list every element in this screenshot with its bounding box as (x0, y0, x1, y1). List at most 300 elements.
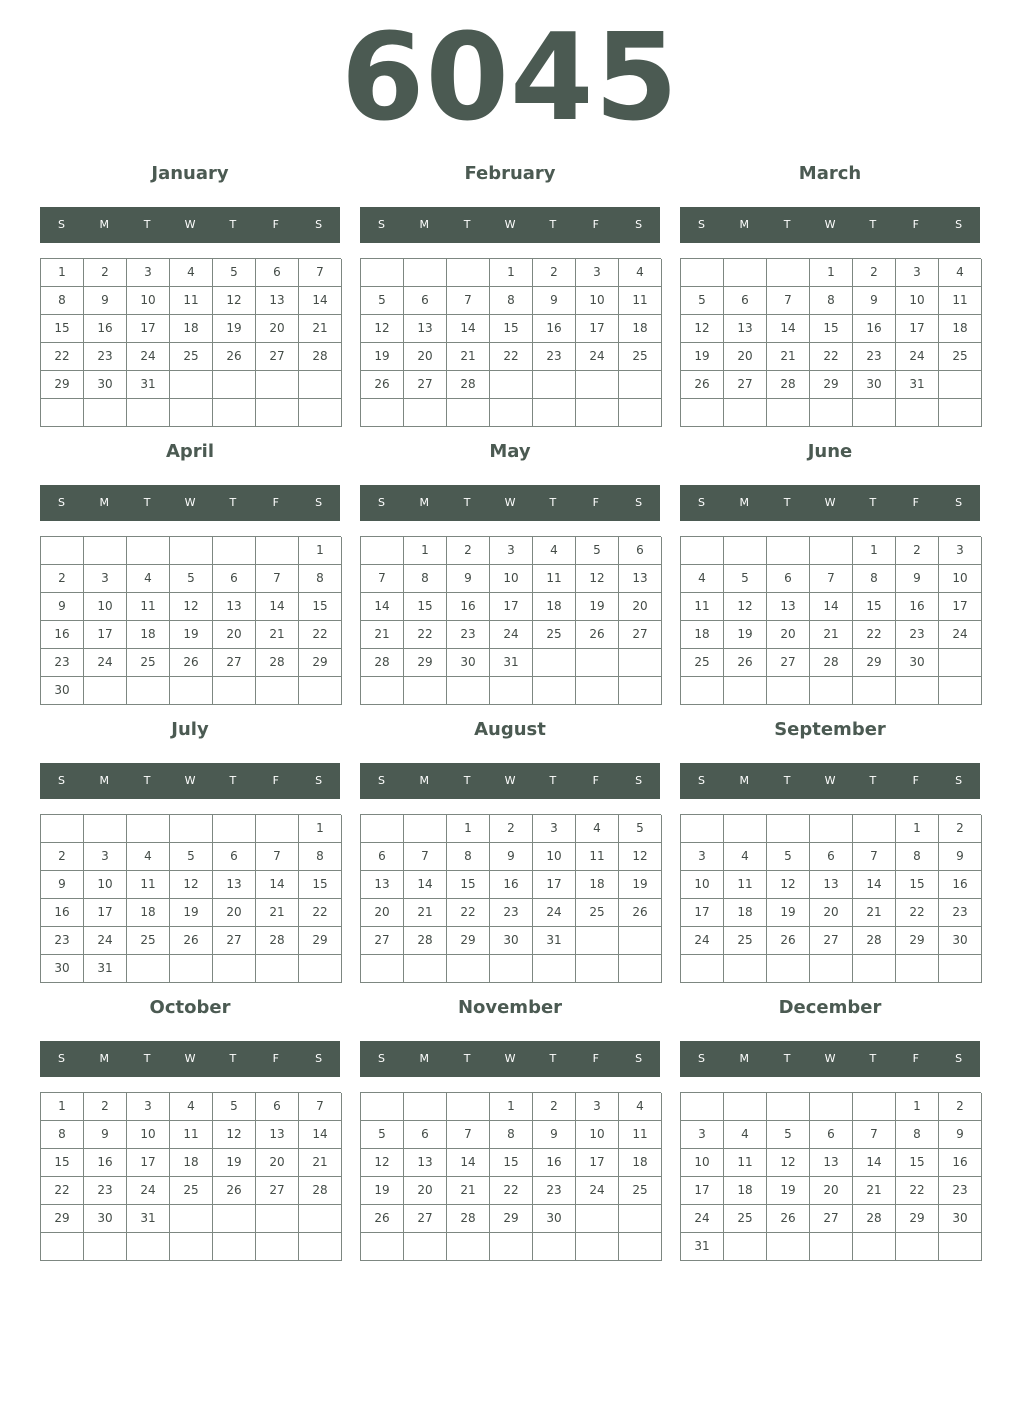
day-cell: 14 (810, 593, 853, 621)
empty-cell (724, 537, 767, 565)
day-cell: 18 (127, 899, 170, 927)
day-cell: 6 (724, 287, 767, 315)
empty-cell (213, 1205, 256, 1233)
day-cell: 13 (404, 1149, 447, 1177)
weekday-label: F (912, 774, 919, 787)
empty-cell (681, 1093, 724, 1121)
month-name: September (774, 719, 886, 740)
empty-cell (256, 955, 299, 983)
day-cell: 7 (256, 565, 299, 593)
day-cell: 29 (299, 927, 342, 955)
day-cell: 26 (767, 1205, 810, 1233)
day-cell: 6 (256, 259, 299, 287)
weekday-label: W (504, 496, 516, 509)
day-cell: 28 (853, 1205, 896, 1233)
empty-cell (84, 399, 127, 427)
day-cell: 4 (619, 259, 662, 287)
day-cell: 19 (170, 621, 213, 649)
weekday-label: M (419, 774, 430, 787)
day-cell: 6 (619, 537, 662, 565)
weekday-label: T (549, 218, 557, 231)
day-cell: 26 (213, 1177, 256, 1205)
day-cell: 25 (170, 343, 213, 371)
day-cell: 21 (256, 899, 299, 927)
day-cell: 7 (853, 1121, 896, 1149)
day-cell: 19 (724, 621, 767, 649)
day-cell: 16 (490, 871, 533, 899)
day-cell: 29 (896, 1205, 939, 1233)
empty-cell (127, 537, 170, 565)
day-cell: 15 (299, 871, 342, 899)
weekday-label: T (549, 1052, 557, 1065)
day-cell: 28 (810, 649, 853, 677)
day-cell: 8 (810, 287, 853, 315)
day-cell: 26 (361, 1205, 404, 1233)
day-cell: 28 (447, 1205, 490, 1233)
empty-cell (361, 1233, 404, 1261)
day-cell: 15 (490, 315, 533, 343)
day-cell: 24 (576, 343, 619, 371)
day-cell: 22 (810, 343, 853, 371)
day-cell: 17 (681, 1177, 724, 1205)
day-cell: 5 (767, 1121, 810, 1149)
empty-cell (853, 1233, 896, 1261)
day-cell: 1 (490, 259, 533, 287)
day-cell: 3 (939, 537, 982, 565)
empty-cell (299, 677, 342, 705)
weekday-label: S (697, 496, 705, 509)
day-cell: 31 (681, 1233, 724, 1261)
empty-cell (84, 815, 127, 843)
weekday-label: F (912, 496, 919, 509)
day-cell: 14 (853, 1149, 896, 1177)
day-cell: 16 (447, 593, 490, 621)
empty-cell (939, 955, 982, 983)
day-cell: 18 (619, 315, 662, 343)
day-cell: 14 (256, 871, 299, 899)
empty-cell (41, 1233, 84, 1261)
day-cell: 21 (299, 315, 342, 343)
empty-cell (170, 955, 213, 983)
day-cell: 16 (84, 1149, 127, 1177)
day-cell: 25 (127, 927, 170, 955)
empty-cell (490, 677, 533, 705)
empty-cell (724, 955, 767, 983)
day-cell: 18 (619, 1149, 662, 1177)
weekday-label: S (57, 1052, 65, 1065)
empty-cell (853, 955, 896, 983)
day-cell: 14 (404, 871, 447, 899)
day-cell: 16 (41, 899, 84, 927)
empty-cell (724, 259, 767, 287)
empty-cell (213, 399, 256, 427)
day-cell: 11 (724, 871, 767, 899)
day-cell: 10 (681, 1149, 724, 1177)
day-cell: 27 (810, 927, 853, 955)
empty-cell (619, 371, 662, 399)
day-cell: 9 (533, 1121, 576, 1149)
day-cell: 17 (939, 593, 982, 621)
empty-cell (447, 1233, 490, 1261)
weekday-header (680, 207, 980, 243)
weekday-label: T (549, 496, 557, 509)
day-cell: 21 (404, 899, 447, 927)
empty-cell (533, 1233, 576, 1261)
weekday-label: S (697, 1052, 705, 1065)
empty-cell (213, 537, 256, 565)
empty-cell (256, 815, 299, 843)
empty-cell (767, 955, 810, 983)
day-cell: 8 (404, 565, 447, 593)
day-cell: 8 (299, 843, 342, 871)
day-cell: 5 (170, 565, 213, 593)
weekday-label: F (272, 1052, 279, 1065)
weekday-label: F (592, 1052, 599, 1065)
day-cell: 4 (939, 259, 982, 287)
empty-cell (299, 1205, 342, 1233)
day-cell: 30 (896, 649, 939, 677)
day-cell: 16 (939, 871, 982, 899)
empty-cell (767, 537, 810, 565)
day-cell: 12 (170, 593, 213, 621)
day-cell: 5 (619, 815, 662, 843)
day-cell: 16 (533, 315, 576, 343)
weekday-label: T (869, 496, 877, 509)
day-cell: 20 (810, 899, 853, 927)
weekday-label: F (272, 496, 279, 509)
day-cell: 20 (256, 315, 299, 343)
day-cell: 23 (939, 899, 982, 927)
empty-cell (576, 649, 619, 677)
empty-cell (490, 1233, 533, 1261)
day-cell: 9 (939, 1121, 982, 1149)
day-cell: 6 (767, 565, 810, 593)
day-cell: 17 (127, 1149, 170, 1177)
day-cell: 21 (853, 1177, 896, 1205)
day-cell: 11 (170, 287, 213, 315)
weekday-label: F (912, 1052, 919, 1065)
day-cell: 17 (127, 315, 170, 343)
day-cell: 12 (361, 315, 404, 343)
day-cell: 18 (681, 621, 724, 649)
empty-cell (896, 955, 939, 983)
empty-cell (170, 815, 213, 843)
weekday-label: T (463, 218, 471, 231)
empty-cell (361, 955, 404, 983)
empty-cell (213, 955, 256, 983)
day-cell: 28 (299, 1177, 342, 1205)
day-cell: 27 (810, 1205, 853, 1233)
day-cell: 10 (127, 1121, 170, 1149)
empty-cell (404, 259, 447, 287)
weekday-label: T (229, 774, 237, 787)
empty-cell (619, 649, 662, 677)
days-grid (680, 1092, 981, 1261)
weekday-label: T (229, 1052, 237, 1065)
day-cell: 14 (767, 315, 810, 343)
weekday-header (680, 485, 980, 521)
weekday-label: W (824, 496, 836, 509)
day-cell: 29 (404, 649, 447, 677)
day-cell: 10 (896, 287, 939, 315)
empty-cell (361, 1093, 404, 1121)
weekday-label: T (549, 774, 557, 787)
day-cell: 8 (299, 565, 342, 593)
empty-cell (619, 927, 662, 955)
day-cell: 31 (896, 371, 939, 399)
day-cell: 2 (939, 1093, 982, 1121)
day-cell: 25 (681, 649, 724, 677)
day-cell: 6 (361, 843, 404, 871)
day-cell: 4 (170, 1093, 213, 1121)
day-cell: 20 (361, 899, 404, 927)
day-cell: 9 (447, 565, 490, 593)
day-cell: 13 (767, 593, 810, 621)
day-cell: 17 (576, 1149, 619, 1177)
empty-cell (213, 371, 256, 399)
weekday-label: T (869, 774, 877, 787)
day-cell: 29 (896, 927, 939, 955)
day-cell: 25 (127, 649, 170, 677)
day-cell: 26 (681, 371, 724, 399)
empty-cell (256, 399, 299, 427)
empty-cell (213, 677, 256, 705)
day-cell: 8 (896, 1121, 939, 1149)
day-cell: 15 (404, 593, 447, 621)
weekday-label: S (377, 218, 385, 231)
day-cell: 15 (41, 315, 84, 343)
day-cell: 24 (681, 1205, 724, 1233)
day-cell: 9 (939, 843, 982, 871)
weekday-label: W (184, 1052, 196, 1065)
day-cell: 24 (939, 621, 982, 649)
day-cell: 26 (576, 621, 619, 649)
day-cell: 23 (41, 649, 84, 677)
day-cell: 6 (810, 843, 853, 871)
day-cell: 22 (896, 899, 939, 927)
empty-cell (767, 677, 810, 705)
day-cell: 28 (447, 371, 490, 399)
weekday-header (360, 207, 660, 243)
empty-cell (361, 259, 404, 287)
weekday-header (680, 1041, 980, 1077)
day-cell: 7 (810, 565, 853, 593)
day-cell: 24 (681, 927, 724, 955)
weekday-label: F (592, 496, 599, 509)
empty-cell (853, 399, 896, 427)
day-cell: 12 (361, 1149, 404, 1177)
day-cell: 18 (724, 899, 767, 927)
empty-cell (404, 815, 447, 843)
day-cell: 1 (404, 537, 447, 565)
weekday-label: S (697, 218, 705, 231)
empty-cell (576, 927, 619, 955)
day-cell: 6 (404, 1121, 447, 1149)
weekday-label: T (143, 218, 151, 231)
weekday-label: M (419, 496, 430, 509)
day-cell: 18 (170, 315, 213, 343)
empty-cell (681, 259, 724, 287)
day-cell: 6 (213, 565, 256, 593)
day-cell: 2 (533, 259, 576, 287)
weekday-label: T (783, 774, 791, 787)
empty-cell (170, 1205, 213, 1233)
weekday-label: T (783, 496, 791, 509)
day-cell: 20 (724, 343, 767, 371)
empty-cell (84, 677, 127, 705)
day-cell: 28 (404, 927, 447, 955)
day-cell: 11 (724, 1149, 767, 1177)
day-cell: 10 (939, 565, 982, 593)
empty-cell (896, 677, 939, 705)
empty-cell (810, 537, 853, 565)
empty-cell (681, 537, 724, 565)
weekday-label: T (869, 1052, 877, 1065)
weekday-header (40, 485, 340, 521)
day-cell: 17 (490, 593, 533, 621)
month-name: April (165, 441, 215, 462)
empty-cell (681, 955, 724, 983)
day-cell: 17 (84, 899, 127, 927)
weekday-label: M (739, 1052, 750, 1065)
day-cell: 7 (299, 259, 342, 287)
empty-cell (810, 1233, 853, 1261)
day-cell: 27 (619, 621, 662, 649)
empty-cell (41, 815, 84, 843)
day-cell: 24 (127, 1177, 170, 1205)
day-cell: 2 (41, 565, 84, 593)
day-cell: 19 (361, 1177, 404, 1205)
day-cell: 27 (767, 649, 810, 677)
empty-cell (724, 1093, 767, 1121)
day-cell: 31 (127, 371, 170, 399)
day-cell: 10 (84, 593, 127, 621)
empty-cell (170, 677, 213, 705)
day-cell: 9 (41, 871, 84, 899)
days-grid (40, 814, 341, 983)
day-cell: 27 (256, 343, 299, 371)
empty-cell (724, 399, 767, 427)
day-cell: 14 (447, 1149, 490, 1177)
day-cell: 8 (896, 843, 939, 871)
day-cell: 4 (127, 565, 170, 593)
day-cell: 27 (256, 1177, 299, 1205)
day-cell: 16 (84, 315, 127, 343)
day-cell: 8 (41, 287, 84, 315)
empty-cell (767, 259, 810, 287)
day-cell: 27 (213, 927, 256, 955)
day-cell: 3 (681, 843, 724, 871)
day-cell: 2 (533, 1093, 576, 1121)
day-cell: 11 (681, 593, 724, 621)
day-cell: 21 (810, 621, 853, 649)
day-cell: 19 (767, 899, 810, 927)
day-cell: 15 (41, 1149, 84, 1177)
day-cell: 12 (681, 315, 724, 343)
day-cell: 19 (361, 343, 404, 371)
empty-cell (127, 677, 170, 705)
empty-cell (404, 677, 447, 705)
weekday-label: M (99, 218, 110, 231)
weekday-label: W (824, 774, 836, 787)
weekday-header (360, 1041, 660, 1077)
empty-cell (810, 677, 853, 705)
empty-cell (447, 677, 490, 705)
weekday-label: S (57, 774, 65, 787)
day-cell: 25 (939, 343, 982, 371)
empty-cell (256, 1233, 299, 1261)
day-cell: 29 (810, 371, 853, 399)
day-cell: 18 (127, 621, 170, 649)
empty-cell (619, 1233, 662, 1261)
empty-cell (170, 537, 213, 565)
day-cell: 9 (896, 565, 939, 593)
day-cell: 29 (447, 927, 490, 955)
day-cell: 6 (256, 1093, 299, 1121)
day-cell: 19 (170, 899, 213, 927)
day-cell: 16 (939, 1149, 982, 1177)
day-cell: 25 (170, 1177, 213, 1205)
weekday-label: S (955, 496, 963, 509)
day-cell: 21 (767, 343, 810, 371)
day-cell: 17 (533, 871, 576, 899)
empty-cell (810, 399, 853, 427)
day-cell: 1 (41, 259, 84, 287)
day-cell: 2 (853, 259, 896, 287)
day-cell: 26 (361, 371, 404, 399)
weekday-label: T (783, 218, 791, 231)
day-cell: 31 (84, 955, 127, 983)
day-cell: 9 (84, 1121, 127, 1149)
day-cell: 26 (724, 649, 767, 677)
day-cell: 23 (533, 1177, 576, 1205)
empty-cell (939, 371, 982, 399)
weekday-label: M (99, 1052, 110, 1065)
day-cell: 27 (361, 927, 404, 955)
day-cell: 12 (576, 565, 619, 593)
days-grid (360, 536, 661, 705)
day-cell: 25 (533, 621, 576, 649)
day-cell: 9 (41, 593, 84, 621)
weekday-label: W (504, 218, 516, 231)
day-cell: 5 (767, 843, 810, 871)
weekday-header (680, 763, 980, 799)
day-cell: 21 (256, 621, 299, 649)
day-cell: 25 (576, 899, 619, 927)
day-cell: 29 (853, 649, 896, 677)
days-grid (680, 814, 981, 983)
day-cell: 26 (170, 649, 213, 677)
weekday-label: T (463, 1052, 471, 1065)
day-cell: 31 (533, 927, 576, 955)
day-cell: 5 (361, 287, 404, 315)
days-grid (360, 1092, 661, 1261)
day-cell: 27 (404, 1205, 447, 1233)
empty-cell (361, 677, 404, 705)
day-cell: 24 (490, 621, 533, 649)
day-cell: 17 (84, 621, 127, 649)
empty-cell (299, 1233, 342, 1261)
day-cell: 13 (810, 1149, 853, 1177)
day-cell: 23 (84, 1177, 127, 1205)
day-cell: 18 (939, 315, 982, 343)
day-cell: 3 (681, 1121, 724, 1149)
weekday-label: S (377, 1052, 385, 1065)
day-cell: 29 (490, 1205, 533, 1233)
empty-cell (533, 649, 576, 677)
weekday-label: S (635, 496, 643, 509)
empty-cell (576, 1233, 619, 1261)
